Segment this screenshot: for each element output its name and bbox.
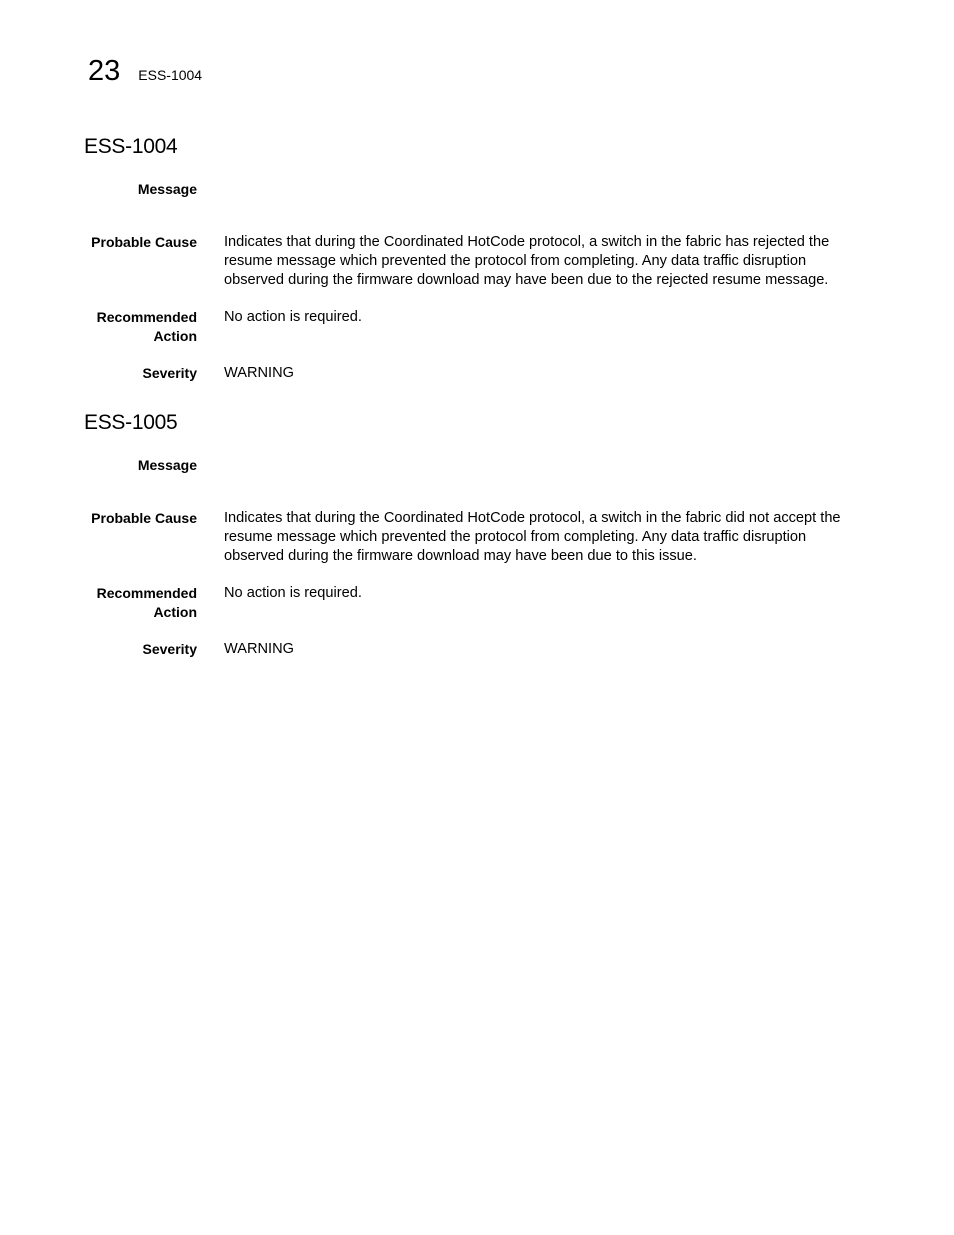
section-title: ESS-1004 (84, 135, 178, 158)
recommended-action-label-line1: Recommended (96, 309, 197, 325)
message-value (224, 180, 864, 199)
recommended-action-label (84, 308, 197, 346)
recommended-action-label (84, 584, 197, 622)
probable-cause-value: Indicates that during the Coordinated HotCode protocol, a switch in the fabric has rejected the resume message which prevented the protocol from completing. Any data traffic disruption observed during the firmware download may have been due to the rejected resume message. (224, 234, 830, 288)
severity-value: WARNING (224, 365, 294, 381)
severity-label: Severity (142, 641, 197, 657)
recommended-action-label-line2: Action (153, 604, 197, 620)
page-header (88, 55, 202, 87)
severity-label: Severity (142, 365, 197, 381)
recommended-action-value: No action is required. (224, 309, 362, 325)
recommended-action-label-line2: Action (153, 328, 197, 344)
message-label: Message (137, 457, 197, 473)
message-value (224, 456, 864, 475)
chapter-number: 23 (88, 55, 121, 87)
message-row (84, 456, 874, 475)
message-row (84, 180, 874, 199)
recommended-action-label-line1: Recommended (96, 585, 197, 601)
probable-cause-row (84, 509, 874, 566)
severity-value: WARNING (224, 641, 294, 657)
section-ess-1004 (84, 135, 874, 383)
section-ess-1005 (84, 411, 874, 659)
severity-row (84, 640, 874, 659)
recommended-action-row (84, 308, 874, 346)
message-label: Message (137, 181, 197, 197)
severity-row (84, 364, 874, 383)
probable-cause-label: Probable Cause (91, 510, 197, 526)
probable-cause-label: Probable Cause (91, 234, 197, 250)
section-title: ESS-1005 (84, 411, 178, 434)
probable-cause-row (84, 233, 874, 290)
probable-cause-value: Indicates that during the Coordinated HotCode protocol, a switch in the fabric did not accept the resume message which prevented the protocol from completing. Any data traffic disruption observed during the firmware download may have been due to this issue. (224, 510, 841, 564)
running-title: ESS-1004 (138, 67, 203, 83)
recommended-action-row (84, 584, 874, 622)
recommended-action-value: No action is required. (224, 585, 362, 601)
